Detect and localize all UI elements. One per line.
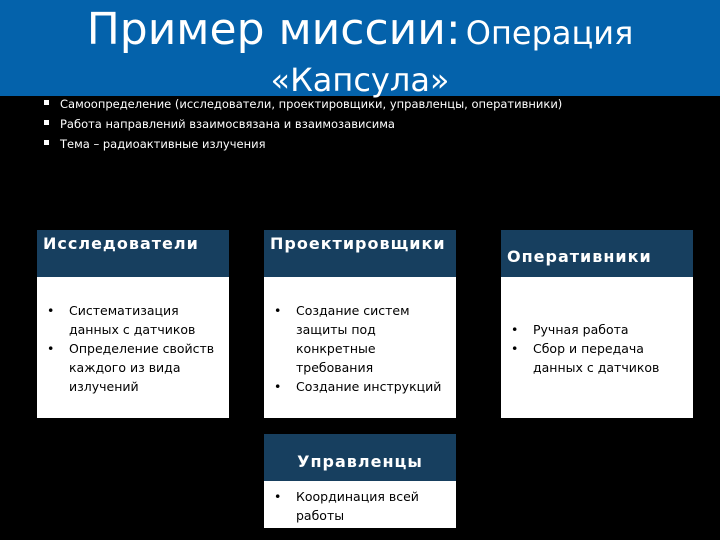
intro-bullet [44, 116, 604, 132]
list-item [37, 339, 229, 396]
square-bullet-icon [44, 120, 49, 125]
bullet-dot-icon: • [511, 341, 519, 356]
intro-bullet-list [44, 96, 604, 156]
list-item-text: Создание инструкций [296, 379, 442, 394]
list-item [37, 301, 229, 339]
card-researchers-list [37, 277, 229, 396]
card-operatives-list [501, 277, 693, 377]
list-item-text: Определение свойств каждого из вида излучений [69, 341, 215, 394]
list-item-text: Ручная работа [533, 322, 629, 337]
intro-bullet-text: Тема – радиоактивные излучения [60, 137, 266, 151]
intro-bullet [44, 136, 604, 152]
card-researchers-title: Исследователи [37, 230, 229, 277]
card-operatives [501, 230, 693, 418]
bullet-dot-icon: • [274, 379, 282, 394]
bullet-dot-icon: • [274, 489, 282, 504]
square-bullet-icon [44, 140, 49, 145]
title-main: Пример миссии: [86, 4, 461, 55]
card-managers-title: Управленцы [264, 434, 456, 481]
title-sub-line2: «Капсула» [270, 61, 450, 99]
list-item [264, 301, 456, 377]
card-managers-list [264, 481, 456, 525]
square-bullet-icon [44, 100, 49, 105]
list-item [501, 320, 693, 339]
card-operatives-title: Оперативники [501, 230, 693, 277]
bullet-dot-icon: • [274, 303, 282, 318]
list-item-text: Систематизация данных с датчиков [69, 303, 196, 337]
title-sub: Операция [465, 14, 634, 52]
card-designers [264, 230, 456, 418]
list-item [501, 339, 693, 377]
list-item-text: Создание систем защиты под конкретные требования [296, 303, 410, 375]
card-designers-list [264, 277, 456, 396]
list-item [264, 377, 456, 396]
slide-title [0, 4, 720, 65]
card-researchers [37, 230, 229, 418]
intro-bullet [44, 96, 604, 112]
card-designers-title: Проектировщики [264, 230, 456, 277]
intro-bullet-text: Работа направлений взаимосвязана и взаимозависима [60, 117, 395, 131]
list-item-text: Координация всей работы [296, 489, 419, 523]
list-item [264, 487, 456, 525]
bullet-dot-icon: • [47, 341, 55, 356]
list-item-text: Сбор и передача данных с датчиков [533, 341, 660, 375]
bullet-dot-icon: • [511, 322, 519, 337]
intro-bullet-text: Самоопределение (исследователи, проектировщики, управленцы, оперативники) [60, 97, 563, 111]
card-managers [264, 434, 456, 528]
bullet-dot-icon: • [47, 303, 55, 318]
